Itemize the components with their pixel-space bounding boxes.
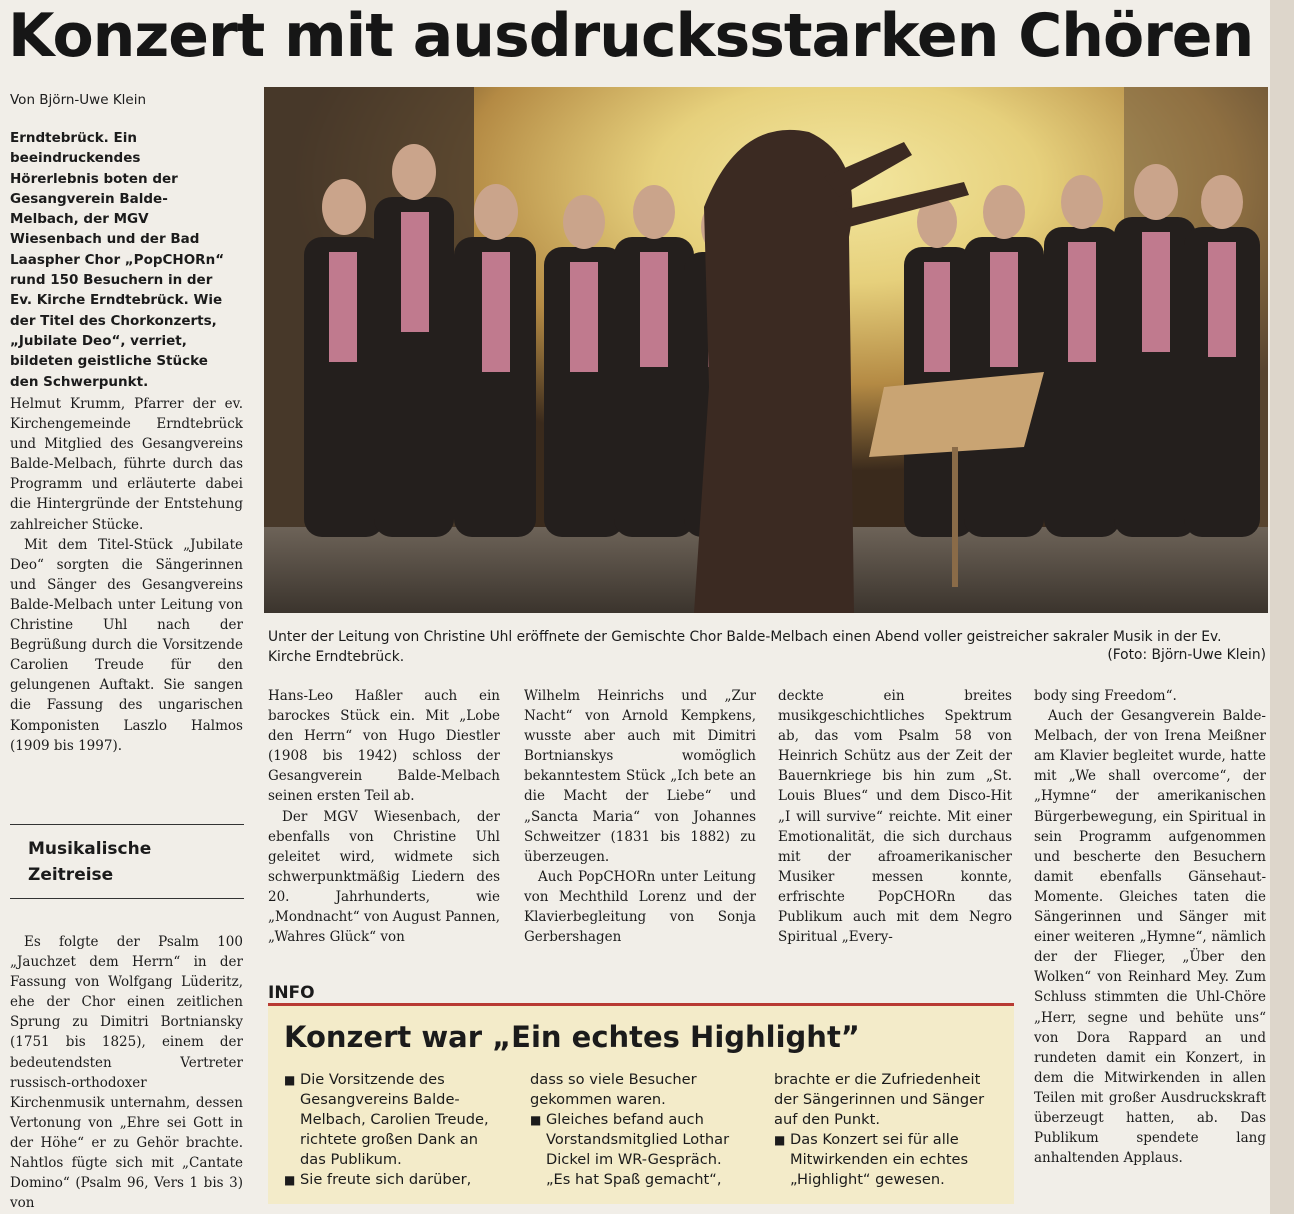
info-column-1 xyxy=(284,1070,494,1190)
column-2 xyxy=(268,686,500,947)
info-box xyxy=(268,1006,1014,1204)
column-1 xyxy=(10,394,243,756)
paragraph: Auch PopCHORn unter Leitung von Mechthild Lorenz und der Klavierbegleitung von Sonja Gerbershagen xyxy=(524,868,756,946)
info-column-3 xyxy=(774,1070,998,1190)
info-title: Konzert war „Ein echtes Highlight” xyxy=(284,1020,860,1054)
column-5 xyxy=(1034,686,1266,1168)
paragraph: Der MGV Wiesenbach, der ebenfalls von Christine Uhl geleitet wird, widmete sich schwerpunktmäßig Liedern des 20. Jahrhunderts, wie „Mondnacht“ von August Pannen, „Wahres Glück“ von xyxy=(268,808,500,946)
info-column-2 xyxy=(530,1070,740,1190)
lead-paragraph: Erndtebrück. Ein beeindruckendes Hörerlebnis boten der Gesangverein Balde-Melbach, der MGV Wiesenbach und der Bad Laaspher Chor „PopCHORn“ rund 150 Besuchern in der Ev. Kirche Erndtebrück. Wie der Titel des Chorkonzerts, „Jubilate Deo“, verriet, bildeten geistliche Stücke den Schwerpunkt. xyxy=(10,130,225,390)
column-3 xyxy=(524,686,756,947)
info-bullet: ■ Die Vorsitzende des Gesangvereins Balde-Melbach, Carolien Treude, richtete großen Dank an das Publikum. xyxy=(284,1070,494,1170)
info-text: brachte er die Zufriedenheit der Sängerinnen und Sänger auf den Punkt. xyxy=(774,1071,985,1128)
info-bullet: ■ Das Konzert sei für alle Mitwirkenden ein echtes „Highlight“ gewesen. xyxy=(774,1130,998,1190)
photo-caption: Unter der Leitung von Christine Uhl eröffnete der Gemischte Chor Balde-Melbach einen Abend voller geistreicher sakraler Musik in der Ev. Kirche Erndtebrück. xyxy=(268,629,1222,665)
column-4 xyxy=(778,686,1012,947)
subhead: Musikalische Zeitreise xyxy=(28,839,152,885)
column-1-continued xyxy=(10,932,243,1213)
paragraph: Wilhelm Heinrichs und „Zur Nacht“ von Arnold Kempkens, wusste aber auch mit Dimitri Bortnianskys womöglich bekanntestem Stück „Ich bete an die Macht der Liebe“ und „Sancta Maria“ von Johannes Schweitzer (1831 bis 1882) zu überzeugen. xyxy=(524,688,756,865)
page-edge xyxy=(1270,0,1294,1214)
photo-credit: (Foto: Björn-Uwe Klein) xyxy=(1107,647,1266,663)
paragraph: Es folgte der Psalm 100 „Jauchzet dem Herrn“ in der Fassung von Wolfgang Lüderitz, ehe der Chor einen zeitlichen Sprung zu Dimitri Bortniansky (1751 bis 1825), einem der bedeutendsten Vertreter russisch-orthodoxer Kirchenmusik unternahm, dessen Vertonung von „Ehre sei Gott in der Höhe“ er zu Gehör brachte. Nahtlos fügte sich mit „Cantate Domino“ (Psalm 96, Vers 1 bis 3) von xyxy=(10,934,243,1212)
choir-photo xyxy=(264,87,1268,613)
info-tag: INFO xyxy=(268,983,315,1003)
info-text: dass so viele Besucher gekommen waren. xyxy=(530,1071,697,1108)
paragraph: Mit dem Titel-Stück „Jubilate Deo“ sorgten die Sängerinnen und Sänger des Gesangvereins Balde-Melbach unter Leitung von Christine Uhl nach der Begrüßung durch die Vorsitzende Carolien Treude für den gelungenen Auftakt. Sie sangen die Fassung des ungarischen Komponisten Laszlo Halmos (1909 bis 1997). xyxy=(10,536,243,754)
paragraph: Helmut Krumm, Pfarrer der ev. Kirchengemeinde Erndtebrück und Mitglied des Gesangvereins Balde-Melbach, führte durch das Programm und erläuterte dabei die Hintergründe der Entstehung zahlreicher Stücke. xyxy=(10,396,243,533)
paragraph: Auch der Gesangverein Balde-Melbach, der von Irena Meißner am Klavier begleitet wurde, hatte mit „We shall overcome“, der „Hymne“ der amerikanischen Bürgerbewegung, ein Spiritual in sein Programm aufgenommen und bescherte den Besuchern damit ebenfalls Gänsehaut-Momente. Gleiches taten die Sängerinnen und Sänger mit einer weiteren „Hymne“, nämlich der der Flieger, „Über den Wolken“ von Reinhard Mey. Zum Schluss stimmten die Uhl-Chöre „Herr, segne und behüte uns“ von Dora Rappard an und rundeten damit ein Konzert, in dem die Mitwirkenden in allen Teilen mit großer Ausdruckskraft überzeugt hatten, ab. Das Publikum spendete lang anhaltenden Applaus. xyxy=(1034,708,1266,1167)
subhead-bottom-rule xyxy=(10,898,244,899)
paragraph: deckte ein breites musikgeschichtliches Spektrum ab, das vom Psalm 58 von Heinrich Schütz aus der Zeit der Bauernkriege bis hin zum „St. Louis Blues“ und dem Disco-Hit „I will survive“ reichte. Mit einer Emotionalität, die sich durchaus mit der afroamerikanischer Musiker messen konnte, erfrischte PopCHORn das Publikum auch mit dem Negro Spiritual „Every- xyxy=(778,688,1012,946)
info-bullet: ■ Gleiches befand auch Vorstandsmitglied Lothar Dickel im WR-Gespräch. „Es hat Spaß gemacht“, xyxy=(530,1110,740,1190)
byline: Von Björn-Uwe Klein xyxy=(10,92,147,108)
headline: Konzert mit ausdrucksstarken Chören xyxy=(8,1,1254,71)
paragraph: Hans-Leo Haßler auch ein barockes Stück ein. Mit „Lobe den Herrn“ von Hugo Diestler (1908 bis 1942) schloss der Gesangverein Balde-Melbach seinen ersten Teil ab. xyxy=(268,688,500,805)
paragraph: body sing Freedom“. xyxy=(1034,688,1177,704)
subhead-top-rule xyxy=(10,824,244,825)
info-bullet: ■ Sie freute sich darüber, xyxy=(284,1170,494,1190)
